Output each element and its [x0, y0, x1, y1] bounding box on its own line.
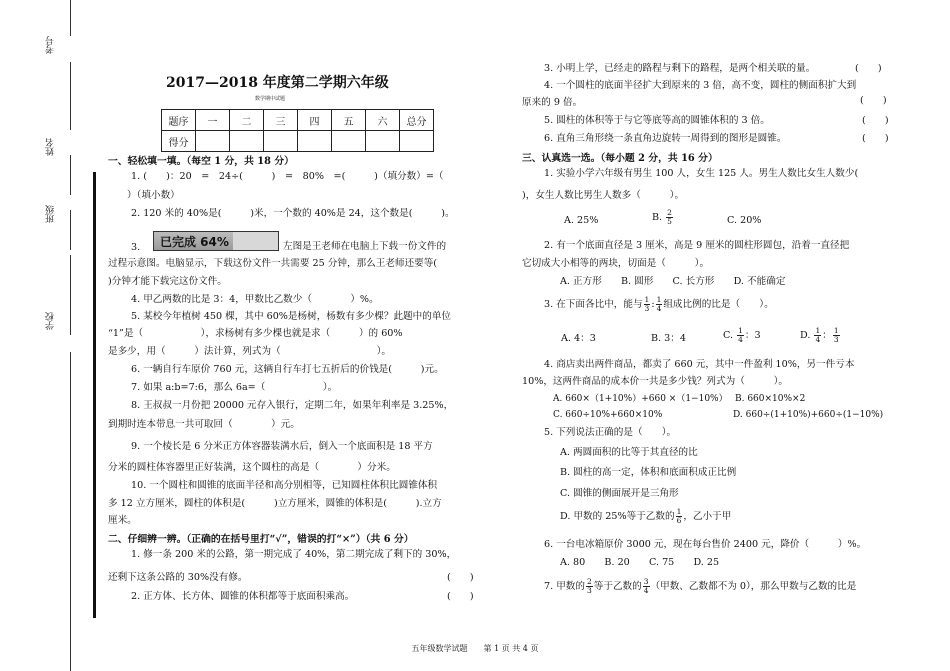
answer-paren[interactable]: ( )	[447, 572, 474, 583]
question-text: 4. 一个圆柱的底面半径扩大到原来的 3 倍，高不变，圆柱的侧面积扩大到	[544, 80, 857, 91]
question-text: 10%，这两件商品的成本价一共是多少钱？列式为（ ）。	[522, 376, 788, 387]
question-text: “1”是（ ），求杨树有多少棵也就是求（ ）的 60%	[108, 328, 403, 339]
answer-paren[interactable]: ( )	[447, 591, 474, 602]
class-line	[70, 210, 71, 250]
option-c[interactable]: C. 20%	[727, 215, 762, 226]
question-text: 左图是王老师在电脑上下载一份文件的	[283, 241, 447, 252]
question-text: 6. 一台电冰箱原价 3000 元，现在每台售价 2400 元，降价（ ）%。	[544, 539, 867, 550]
question-text: )，女生人数比男生人数多（ ）。	[522, 190, 685, 201]
question-text: 10. 一个圆柱和圆锥的底面半径和高分别相等，已知圆柱体积比圆锥体积	[131, 480, 438, 491]
question-text: 多 12 立方厘米，圆柱的体积是( )立方厘米，圆锥的体积是( ).立方	[108, 498, 442, 509]
options-row[interactable]: A. 正方形 B. 圆形 C. 长方形 D. 不能确定	[560, 276, 786, 287]
option-c[interactable]: C. $\frac{1}{4}$ ：3	[723, 326, 761, 344]
progress-label: 已完成 64%	[160, 235, 229, 249]
page-subtitle: 数学期中试题	[255, 96, 286, 102]
question-text: 6. 一辆自行车原价 760 元，这辆自行车打七五折后的价钱是( )元。	[131, 364, 444, 375]
question-text: 2. 120 米的 40%是( )米，一个数的 40%是 24，这个数是( )。	[131, 208, 455, 219]
question-text: 4. 甲乙两数的比是 3：4，甲数比乙数少（ ）%。	[131, 294, 379, 305]
page-title: 2017—2018 年度第二学期六年级	[166, 75, 389, 91]
question-text: 过程示意图。电脑显示，下载这份文件一共需要 25 分钟，那么王老师还要等(	[108, 258, 438, 269]
divider-line	[70, 62, 71, 130]
score-input-cell[interactable]	[298, 131, 332, 152]
question-text: ）（填小数）	[127, 190, 180, 201]
option-label: B.	[652, 212, 663, 223]
score-table-header-row	[162, 110, 434, 131]
binding-bar	[93, 172, 96, 618]
question-text: 1. ( )：20 = 24÷( ) = 80% =( )（填分数）=（	[131, 171, 444, 182]
school-line	[70, 352, 71, 671]
page-footer: 五年级数学试题 第 1 页 共 4 页	[411, 644, 539, 653]
question-text: 2. 有一个底面直径是 3 厘米，高是 9 厘米的圆柱形圆包，沿着一直径把	[544, 240, 850, 251]
score-input-cell[interactable]	[230, 131, 264, 152]
score-cell: 总分	[400, 110, 434, 131]
score-cell: 二	[230, 110, 264, 131]
score-input-cell[interactable]	[332, 131, 366, 152]
option-d[interactable]: D. 660÷(1+10%)+660÷(1−10%)	[733, 410, 884, 420]
section1-title: 一、轻松填一填。（每空 1 分，共 18 分）	[108, 156, 294, 167]
question-text: 8. 王叔叔一月份把 20000 元存入银行，定期二年，如果年利率是 3.25%，	[131, 400, 454, 411]
exam-no-line	[70, 0, 71, 36]
question-text: 9. 一个棱长是 6 分米正方体容器装满水后，倒入一个底面积是 18 平方	[131, 441, 433, 452]
question-text: 是多少，用（ ）法计算，列式为（ ）。	[108, 346, 392, 357]
question-text: 5. 圆柱的体积等于与它等底等高的圆锥体积的 3 倍。	[544, 115, 770, 126]
score-input-cell[interactable]	[196, 131, 230, 152]
option-d[interactable]: D. 甲数的 25%等于乙数的 $\frac{1}{6}$ ，乙小于甲	[560, 507, 732, 525]
option-c[interactable]: C. 660÷10%+660×10%	[553, 410, 663, 420]
question-text: 还剩下这条公路的 30%没有修。	[108, 572, 248, 583]
option-d[interactable]: D. $\frac{1}{4}$ ： $\frac{1}{3}$	[800, 326, 839, 344]
score-table	[161, 109, 434, 152]
score-input-cell[interactable]	[264, 131, 298, 152]
score-cell: 四	[298, 110, 332, 131]
question-text: )分钟才能下载完这份文件。	[108, 276, 227, 287]
score-input-cell[interactable]	[400, 131, 434, 152]
score-cell: 三	[264, 110, 298, 131]
question-text: 5. 某校今年植树 450 棵，其中 60%是杨树，杨数有多少棵？此题中的单位	[131, 311, 452, 322]
question-text: 7. 如果 a:b=7:6，那么 6a=（ ）。	[131, 382, 338, 393]
option-a[interactable]: A. 两圆面积的比等于其直径的比	[560, 447, 698, 458]
answer-paren[interactable]: ( )	[855, 63, 882, 74]
section2-title: 二、仔细辨一辨。（正确的在括号里打“√”，错误的打“×”）（共 6 分）	[108, 534, 414, 545]
answer-paren[interactable]: ( )	[862, 133, 889, 144]
question-text: 5. 下列说法正确的是（ ）。	[544, 427, 677, 438]
exam-no-label: 考号	[46, 36, 56, 54]
question-text: 2. 正方体、长方体、圆锥的体积都等于底面积乘高。	[131, 591, 355, 602]
score-cell: 得分	[162, 131, 196, 152]
option-b[interactable]: B. 3：4	[651, 333, 686, 344]
question-text: 它切成大小相等的两块，切面是（ ）。	[522, 258, 710, 269]
name-label: 姓名	[46, 138, 56, 156]
options-row[interactable]: A. 80 B. 20 C. 75 D. 25	[560, 557, 720, 568]
answer-paren[interactable]: ( )	[860, 95, 887, 106]
score-cell: 五	[332, 110, 366, 131]
option-b[interactable]	[652, 209, 674, 226]
question-text: 厘米。	[108, 515, 137, 526]
score-input-cell[interactable]	[366, 131, 400, 152]
section3-title: 三、认真选一选。（每小题 2 分，共 16 分）	[522, 153, 718, 164]
download-progress-bar	[153, 231, 279, 251]
name-line	[70, 155, 71, 195]
question-text: 到期时连本带息一共可取回（ ）元。	[108, 419, 300, 430]
question-text: 1. 实验小学六年级有男生 100 人，女生 125 人。男生人数比女生人数少(	[544, 168, 859, 179]
option-c[interactable]: C. 圆锥的侧面展开是三角形	[560, 488, 679, 499]
question-text: 6. 直角三角形绕一条直角边旋转一周得到的图形是圆锥。	[544, 133, 787, 144]
question-number: 3.	[131, 242, 141, 253]
question-text: 7. 甲数的 $\frac{2}{3}$ 等于乙数的 $\frac{3}{4}$ （甲数、乙数都不为 0），那么甲数与乙数的比是	[544, 577, 857, 595]
score-cell: 题序	[162, 110, 196, 131]
answer-paren[interactable]: ( )	[862, 115, 889, 126]
question-text: 1. 修一条 200 米的公路，第一期完成了 40%，第二期完成了剩下的 30%，	[131, 549, 457, 560]
option-b[interactable]: B. 圆柱的高一定，体积和底面积成正比例	[560, 467, 737, 478]
fraction: $\frac{2}{5}$	[667, 208, 672, 226]
option-a[interactable]: A. 4：3	[561, 333, 596, 344]
score-cell: 六	[366, 110, 400, 131]
score-table-score-row	[162, 131, 434, 152]
divider-line	[70, 255, 71, 335]
school-label: 学校	[46, 312, 56, 330]
question-text: 分米的圆柱体容器里正好装满，这个圆柱的高是（ ）分米。	[108, 462, 396, 473]
option-a[interactable]: A. 660×（1+10%）+660 ×（1−10%）	[553, 394, 728, 404]
question-text: 原来的 9 倍。	[522, 97, 583, 108]
option-a[interactable]: A. 25%	[564, 215, 599, 226]
question-text: 3. 在下面各比中，能与 $\frac{1}{3}$ : $\frac{1}{4}$ 组成比例的比是（ ）。	[544, 295, 774, 313]
class-label: 班级	[46, 205, 56, 223]
option-b[interactable]: B. 660×10%×2	[735, 394, 806, 404]
question-text: 3. 小明上学，已经走的路程与剩下的路程，是两个相关联的量。	[544, 63, 816, 74]
question-text: 4. 商店卖出两件商品，都卖了 660 元，其中一件盈利 10%，另一件亏本	[544, 359, 855, 370]
score-cell: 一	[196, 110, 230, 131]
